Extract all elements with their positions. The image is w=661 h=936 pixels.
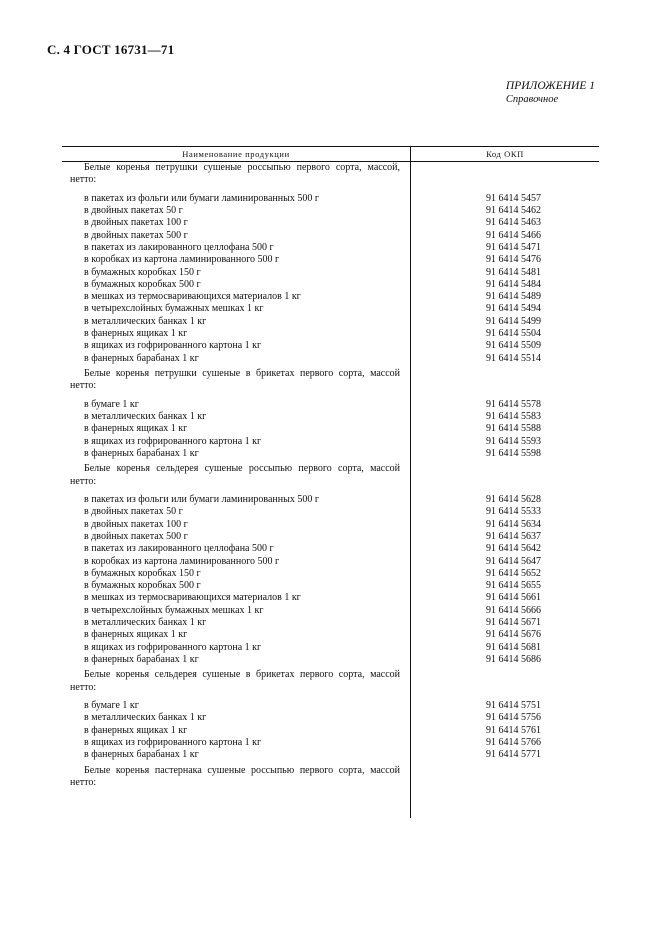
product-name: в двойных пакетах 50 г xyxy=(84,205,183,217)
product-name: в бумажных коробках 150 г xyxy=(84,567,201,579)
product-name: в фанерных ящиках 1 кг xyxy=(84,328,188,340)
product-name: в двойных пакетах 100 г xyxy=(84,518,188,530)
table-row xyxy=(62,629,599,641)
appendix-label: ПРИЛОЖЕНИЕ 1 xyxy=(505,80,595,92)
group-title: Белые коренья сельдерея сушеные в брикетах первого сорта, массой нетто: xyxy=(70,669,400,693)
product-name: в металлических банках 1 кг xyxy=(84,712,207,724)
group-title: Белые коренья петрушки сушеные россыпью первого сорта, массой, нетто: xyxy=(70,162,400,186)
table-row xyxy=(62,328,599,340)
product-name: в мешках из термосваривающихся материалов 1 кг xyxy=(84,592,301,604)
product-name: в фанерных барабанах 1 кг xyxy=(84,352,199,364)
okp-code: 91 6414 5661 xyxy=(486,592,541,604)
table-row xyxy=(62,543,599,555)
okp-code: 91 6414 5766 xyxy=(486,736,541,748)
table-row xyxy=(62,303,599,315)
product-name: в фанерных ящиках 1 кг xyxy=(84,724,188,736)
product-name: в фанерных ящиках 1 кг xyxy=(84,423,188,435)
product-code-table xyxy=(62,146,599,789)
table-row xyxy=(62,316,599,328)
okp-code: 91 6414 5634 xyxy=(486,518,541,530)
product-name: в фанерных ящиках 1 кг xyxy=(84,629,188,641)
product-name: в пакетах из фольги или бумаги ламинированных 500 г xyxy=(84,494,319,506)
product-name: в пакетах из фольги или бумаги ламинированных 500 г xyxy=(84,192,319,204)
product-name: в двойных пакетах 50 г xyxy=(84,506,183,518)
group-title: Белые коренья пастернака сушеные россыпью первого сорта, массой нетто: xyxy=(70,764,400,788)
okp-code: 91 6414 5593 xyxy=(486,435,541,447)
table-row xyxy=(62,519,599,531)
okp-code: 91 6414 5471 xyxy=(486,242,541,253)
table-row xyxy=(62,605,599,617)
product-name: в бумаге 1 кг xyxy=(84,700,139,712)
okp-code: 91 6414 5489 xyxy=(486,291,541,303)
product-name: в пакетах из лакированного целлофана 500 г xyxy=(84,543,274,555)
okp-code: 91 6414 5533 xyxy=(486,506,541,518)
okp-code: 91 6414 5583 xyxy=(486,411,541,423)
okp-code: 91 6414 5484 xyxy=(486,278,541,290)
table-row xyxy=(62,448,599,460)
product-name: в двойных пакетах 500 г xyxy=(84,530,188,542)
table-row xyxy=(62,749,599,761)
okp-code: 91 6414 5463 xyxy=(486,217,541,229)
okp-code: 91 6414 5481 xyxy=(486,266,541,278)
product-name: в ящиках из гофрированного картона 1 кг xyxy=(84,736,262,748)
product-name: в фанерных барабанах 1 кг xyxy=(84,653,199,665)
table-row xyxy=(62,700,599,712)
okp-code: 91 6414 5642 xyxy=(486,543,541,555)
table-row xyxy=(62,436,599,448)
okp-code: 91 6414 5655 xyxy=(486,580,541,592)
okp-code: 91 6414 5598 xyxy=(486,447,541,459)
table-row xyxy=(62,506,599,518)
okp-code: 91 6414 5494 xyxy=(486,303,541,315)
table-row xyxy=(62,193,599,205)
okp-code: 91 6414 5504 xyxy=(486,328,541,340)
product-name: в бумажных коробках 150 г xyxy=(84,266,201,278)
group-title: Белые коренья петрушки сушеные в брикетах первого сорта, массой нетто: xyxy=(70,367,400,392)
column-divider xyxy=(410,162,411,818)
column-header-name: Наименование продукции xyxy=(182,149,290,159)
product-name: в металлических банках 1 кг xyxy=(84,411,207,423)
table-row xyxy=(62,254,599,266)
product-name: в ящиках из гофрированного картона 1 кг xyxy=(84,340,262,352)
table-row xyxy=(62,230,599,242)
page-title: С. 4 ГОСТ 16731—71 xyxy=(47,42,175,57)
table-row xyxy=(62,217,599,229)
product-name: в коробках из картона ламинированного 500 г xyxy=(84,555,280,567)
appendix-sublabel: Справочное xyxy=(505,94,559,105)
product-name: в ящиках из гофрированного картона 1 кг xyxy=(84,641,262,653)
table-row xyxy=(62,568,599,580)
product-name: в двойных пакетах 100 г xyxy=(84,217,188,229)
okp-code: 91 6414 5476 xyxy=(486,254,541,266)
product-name: в металлических банках 1 кг xyxy=(84,315,207,327)
table-row xyxy=(62,642,599,654)
okp-code: 91 6414 5652 xyxy=(486,567,541,579)
group-title: Белые коренья сельдерея сушеные россыпью первого сорта, массой нетто: xyxy=(70,463,400,487)
table-row xyxy=(62,242,599,254)
okp-code: 91 6414 5466 xyxy=(486,229,541,241)
product-name: в фанерных барабанах 1 кг xyxy=(84,447,199,459)
table-row xyxy=(62,654,599,666)
product-name: в бумаге 1 кг xyxy=(84,398,139,410)
okp-code: 91 6414 5509 xyxy=(486,340,541,352)
table-row xyxy=(62,617,599,629)
okp-code: 91 6414 5499 xyxy=(486,315,541,327)
product-name: в четырехслойных бумажных мешках 1 кг xyxy=(84,604,264,616)
okp-code: 91 6414 5666 xyxy=(486,604,541,616)
table-row xyxy=(62,580,599,592)
okp-code: 91 6414 5676 xyxy=(486,629,541,641)
product-name: в двойных пакетах 500 г xyxy=(84,229,188,241)
table-rows xyxy=(62,162,599,789)
table-row xyxy=(62,712,599,724)
table-row xyxy=(62,267,599,279)
okp-code: 91 6414 5514 xyxy=(486,352,541,364)
table-row xyxy=(62,556,599,568)
okp-code: 91 6414 5671 xyxy=(486,617,541,629)
table-row xyxy=(62,725,599,737)
okp-code: 91 6414 5681 xyxy=(486,641,541,653)
product-name: в четырехслойных бумажных мешках 1 кг xyxy=(84,303,264,315)
product-name: в металлических банках 1 кг xyxy=(84,617,207,629)
table-row xyxy=(62,531,599,543)
table-row xyxy=(62,592,599,604)
okp-code: 91 6414 5751 xyxy=(486,700,541,712)
okp-code: 91 6414 5756 xyxy=(486,712,541,724)
product-name: в коробках из картона ламинированного 500 г xyxy=(84,254,280,266)
okp-code: 91 6414 5637 xyxy=(486,530,541,542)
product-name: в мешках из термосваривающихся материалов 1 кг xyxy=(84,291,301,303)
table-row xyxy=(62,353,599,365)
table-row xyxy=(62,737,599,749)
table-row xyxy=(62,291,599,303)
table-row xyxy=(62,399,599,411)
okp-code: 91 6414 5628 xyxy=(486,494,541,506)
okp-code: 91 6414 5457 xyxy=(486,192,541,204)
product-name: в бумажных коробках 500 г xyxy=(84,278,201,290)
product-name: в ящиках из гофрированного картона 1 кг xyxy=(84,435,262,447)
okp-code: 91 6414 5647 xyxy=(486,555,541,567)
appendix-label-block xyxy=(506,80,595,106)
okp-code: 91 6414 5771 xyxy=(486,749,541,761)
okp-code: 91 6414 5761 xyxy=(486,724,541,736)
table-row xyxy=(62,205,599,217)
product-name: в бумажных коробках 500 г xyxy=(84,580,201,592)
table-row xyxy=(62,340,599,352)
okp-code: 91 6414 5588 xyxy=(486,423,541,435)
table-header xyxy=(62,147,599,162)
table-row xyxy=(62,279,599,291)
column-header-code: Код ОКП xyxy=(410,147,599,161)
table-body xyxy=(62,162,599,789)
okp-code: 91 6414 5462 xyxy=(486,205,541,217)
table-row xyxy=(62,411,599,423)
okp-code: 91 6414 5578 xyxy=(486,398,541,410)
table-row xyxy=(62,494,599,506)
okp-code: 91 6414 5686 xyxy=(486,653,541,665)
product-name: в фанерных барабанах 1 кг xyxy=(84,749,199,761)
table-row xyxy=(62,423,599,435)
product-name: в пакетах из лакированного целлофана 500 г xyxy=(84,242,274,253)
